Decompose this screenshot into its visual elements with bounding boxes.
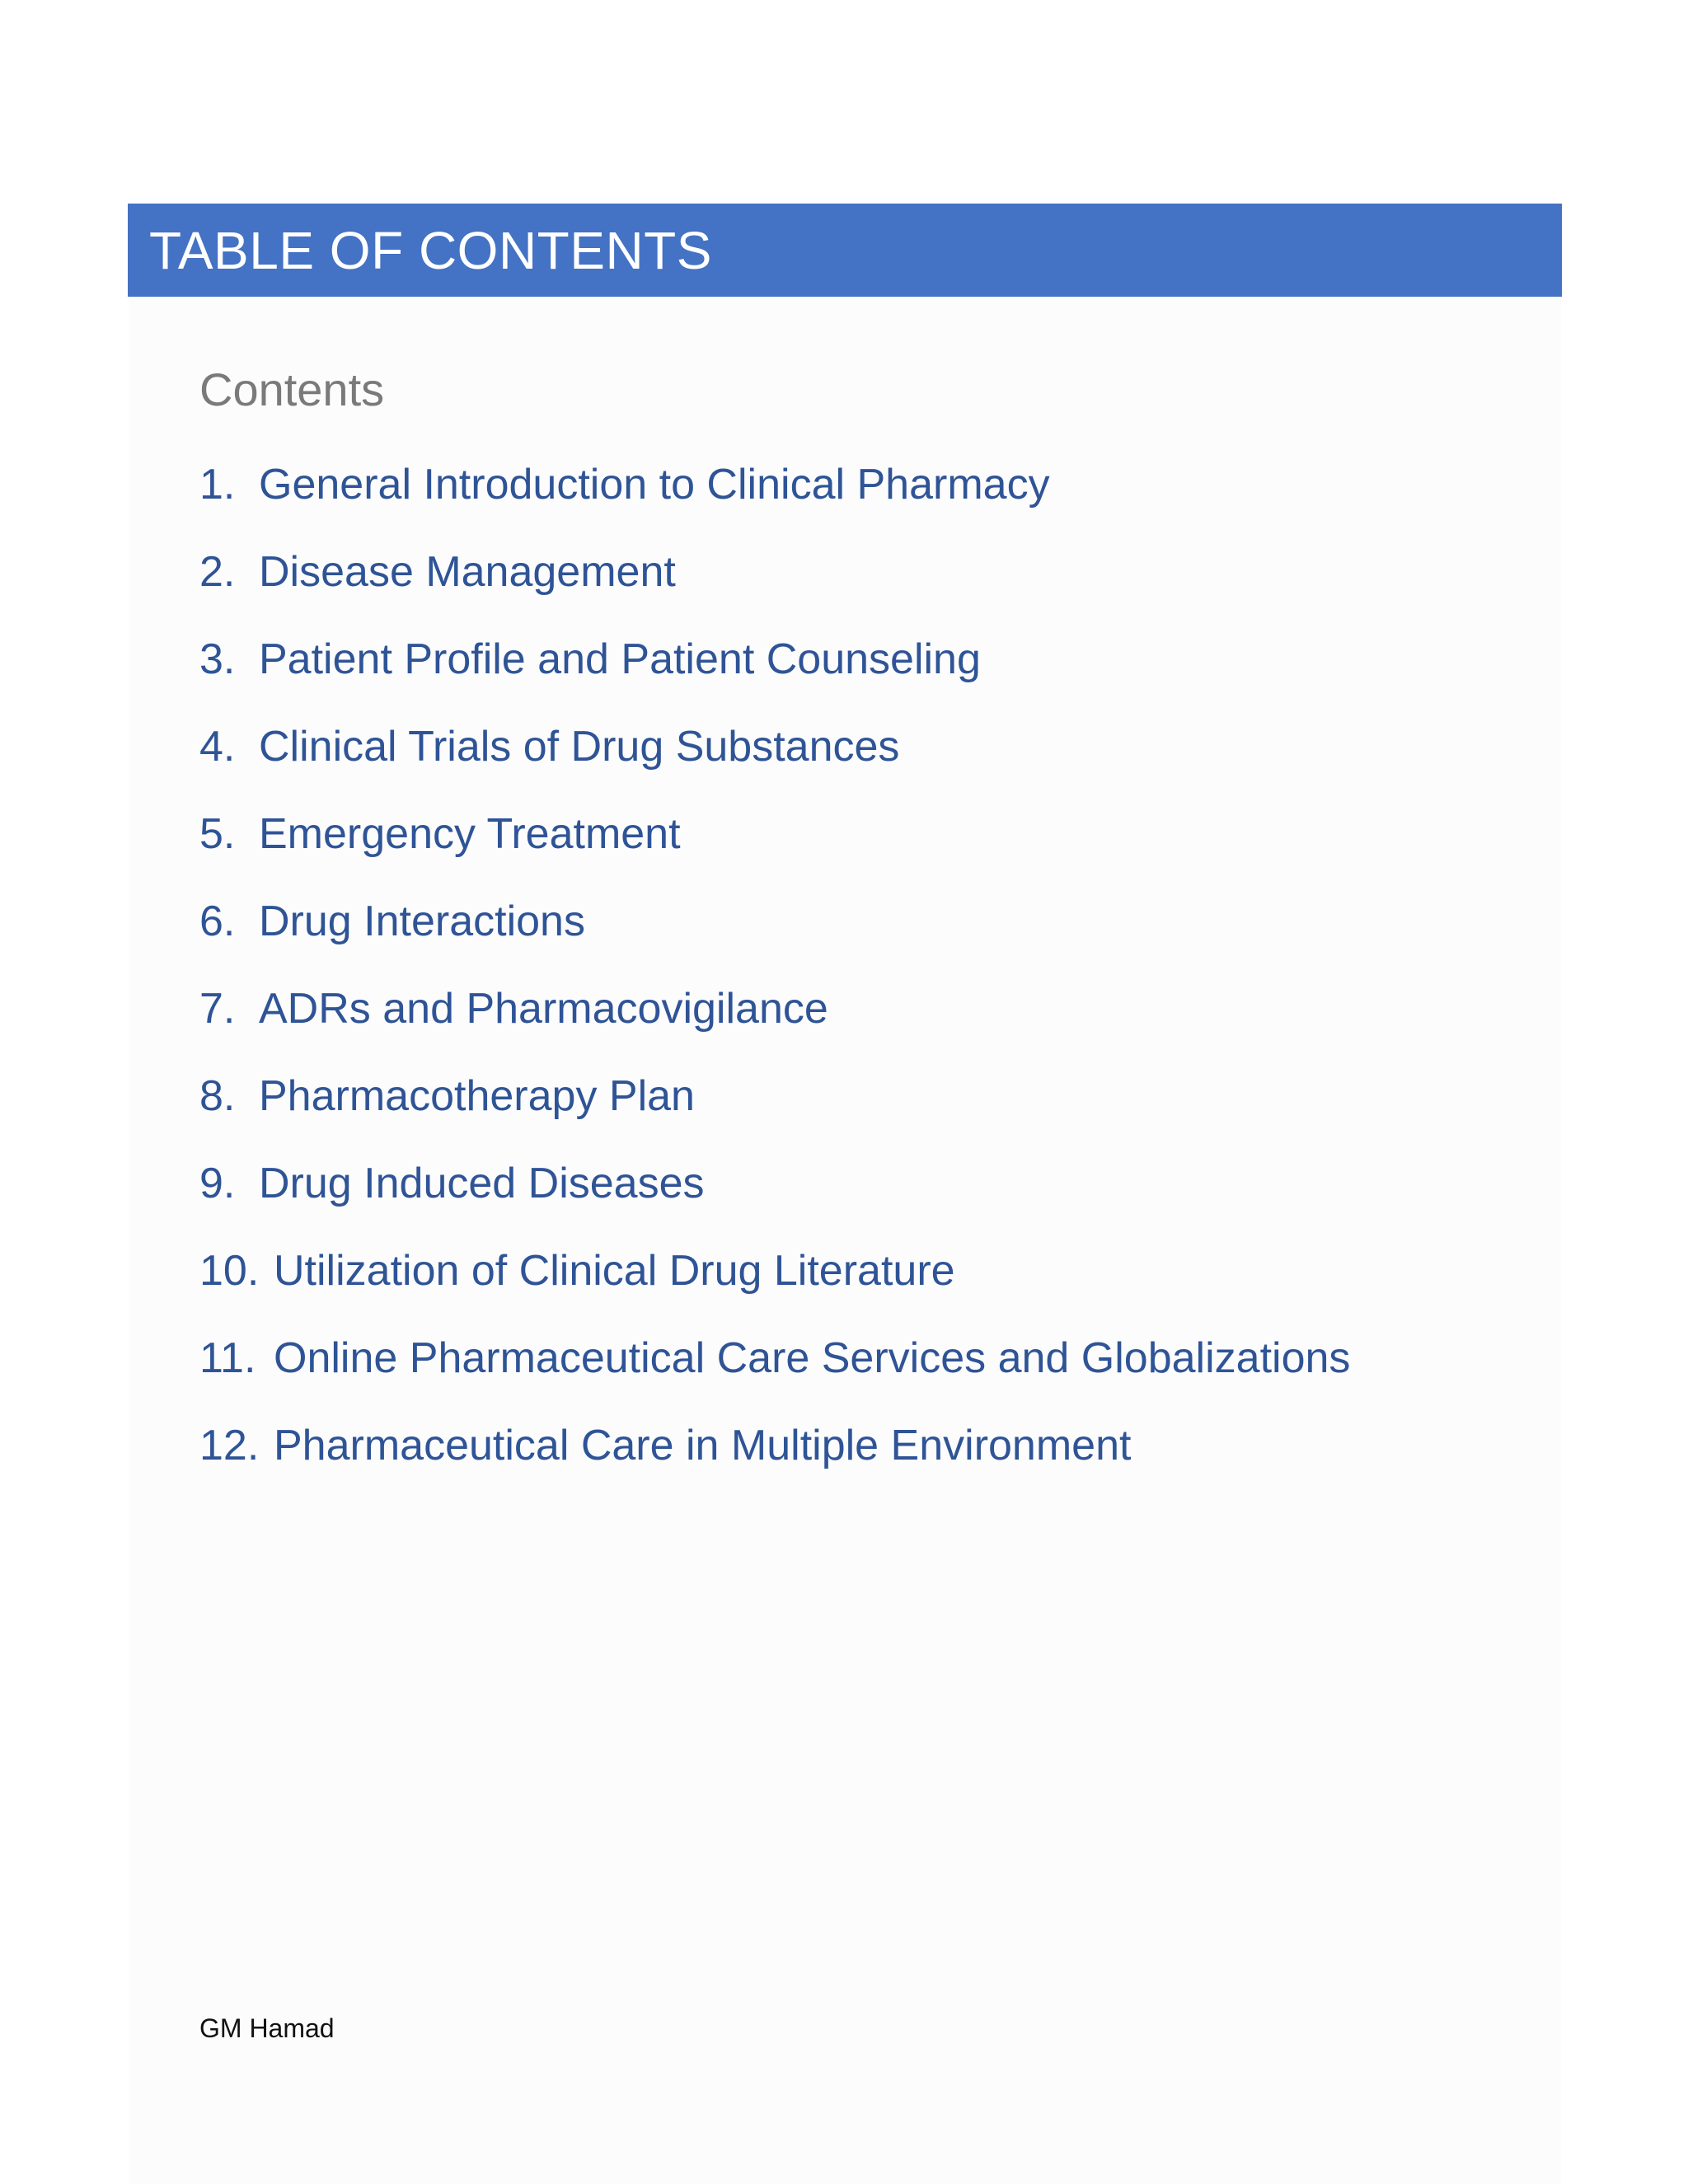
toc-entry-number: 7. [199,985,236,1033]
toc-entry[interactable] [199,1160,1350,1248]
toc-entry-number: 3. [199,635,236,683]
toc-entry[interactable] [199,1073,1350,1160]
toc-entry-title: Patient Profile and Patient Counseling [259,635,981,683]
toc-header-bar [128,204,1562,297]
toc-entry-number: 1. [199,461,236,509]
footer-author: GM Hamad [199,2013,335,2043]
toc-entry-title: Online Pharmaceutical Care Services and Globalizations [274,1334,1351,1382]
toc-entry[interactable] [199,1248,1350,1335]
toc-entry[interactable] [199,724,1350,811]
toc-entry-title: Pharmacotherapy Plan [259,1072,695,1120]
toc-entry-title: Utilization of Clinical Drug Literature [274,1247,955,1295]
toc-entry-number: 4. [199,723,236,771]
toc-entry-number: 2. [199,548,236,596]
toc-header-title: TABLE OF CONTENTS [149,220,712,280]
toc-entry[interactable] [199,898,1350,986]
toc-entry[interactable] [199,1335,1350,1422]
toc-entry[interactable] [199,549,1350,636]
toc-entry-title: Pharmaceutical Care in Multiple Environment [274,1422,1132,1469]
toc-entry-title: Disease Management [259,548,676,596]
contents-heading: Contents [199,363,385,415]
toc-entry-title: General Introduction to Clinical Pharmacy [259,461,1050,509]
toc-entry-number: 12. [199,1422,260,1469]
toc-entry-title: Drug Interactions [259,898,585,945]
toc-entry[interactable] [199,811,1350,898]
toc-entry[interactable] [199,462,1350,549]
toc-entry-title: Drug Induced Diseases [259,1160,705,1207]
toc-entry-number: 6. [199,898,236,945]
toc-entry[interactable] [199,1422,1350,1510]
toc-entry-title: Emergency Treatment [259,810,681,858]
toc-entry-number: 9. [199,1160,236,1207]
toc-entry-number: 8. [199,1072,236,1120]
toc-entry-number: 5. [199,810,236,858]
toc-entry[interactable] [199,636,1350,724]
toc-entry-number: 10. [199,1247,260,1295]
toc-entry-number: 11. [199,1334,256,1382]
toc-entry[interactable] [199,986,1350,1073]
toc-entry-title: Clinical Trials of Drug Substances [259,723,900,771]
toc-list [199,462,1350,1510]
toc-entry-title: ADRs and Pharmacovigilance [259,985,828,1033]
